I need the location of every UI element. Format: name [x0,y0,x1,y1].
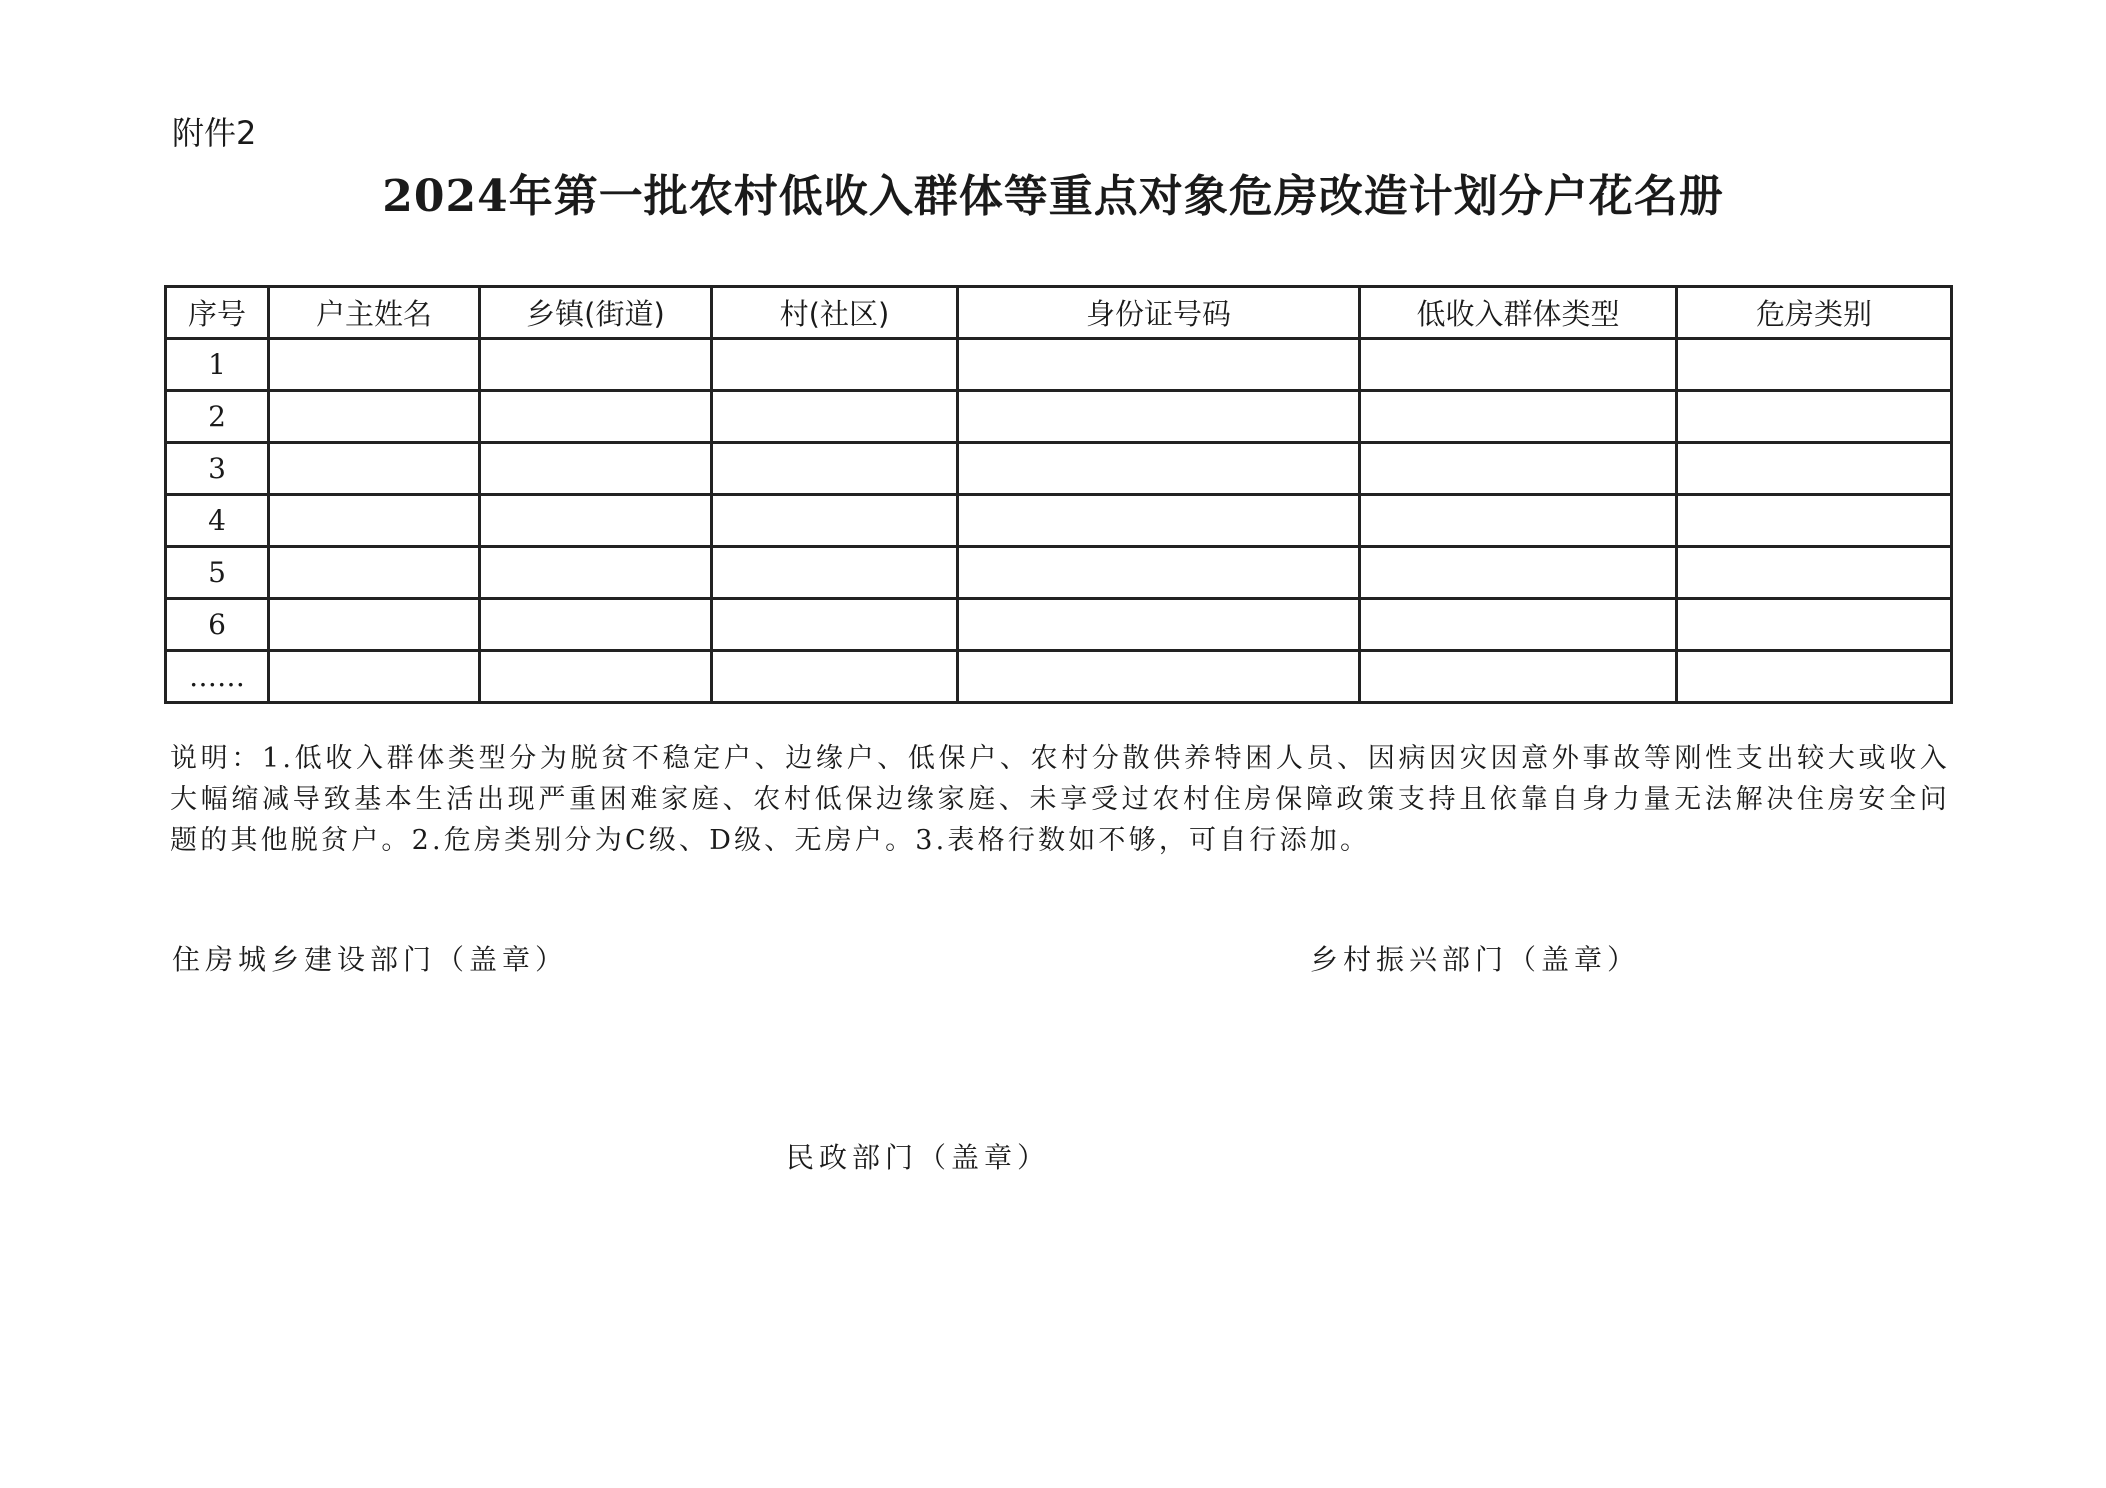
document-title: 2024年第一批农村低收入群体等重点对象危房改造计划分户花名册 [382,171,1724,222]
table-cell [958,547,1360,599]
table-cell [269,443,480,495]
table-cell [480,651,712,703]
table-cell [1360,599,1677,651]
table-cell [480,443,712,495]
table-row [166,443,1952,495]
table-cell [958,599,1360,651]
header-index: 序号 [166,287,269,339]
table-cell [1360,391,1677,443]
table-cell [712,495,958,547]
table-cell [1677,495,1952,547]
table-cell [269,391,480,443]
table-cell [1677,599,1952,651]
table-cell [269,547,480,599]
table-cell [269,651,480,703]
row-index: 1 [166,339,269,391]
table-cell [480,547,712,599]
rural-revitalization-department-stamp: 乡村振兴部门（盖章） [1310,943,1641,976]
header-township: 乡镇(街道) [480,287,712,339]
header-householder-name: 户主姓名 [269,287,480,339]
table-cell [269,599,480,651]
table-cell [712,599,958,651]
civil-affairs-department-stamp: 民政部门（盖章） [786,1141,1051,1174]
table-cell [1360,339,1677,391]
table-cell [712,443,958,495]
header-village: 村(社区) [712,287,958,339]
table-cell [712,339,958,391]
table-cell [712,547,958,599]
table-cell [712,651,958,703]
table-cell [269,495,480,547]
explanatory-note: 说明：1.低收入群体类型分为脱贫不稳定户、边缘户、低保户、农村分散供养特困人员、因病因灾因意外事故等刚性支出较大或收入大幅缩减导致基本生活出现严重困难家庭、农村低保边缘家庭、未享受过农村住房保障政策支持且依靠自身力量无法解决住房安全问题的其他脱贫户。2.危房类别分为C级、D级、无房户。3.表格行数如不够，可自行添加。 [170,743,1950,856]
header-id-number: 身份证号码 [958,287,1360,339]
table-cell [1677,339,1952,391]
header-low-income-type: 低收入群体类型 [1360,287,1677,339]
table-cell [712,391,958,443]
row-index: …… [166,651,269,703]
row-index: 4 [166,495,269,547]
table-row [166,495,1952,547]
table-cell [480,599,712,651]
table-cell [958,391,1360,443]
attachment-label: 附件2 [172,114,257,152]
row-index: 3 [166,443,269,495]
table-cell [1677,547,1952,599]
table-row [166,599,1952,651]
table-cell [1360,651,1677,703]
table-cell [1677,391,1952,443]
table-cell [958,443,1360,495]
table-row [166,651,1952,703]
table-cell [1360,495,1677,547]
table-row [166,547,1952,599]
table-cell [1677,651,1952,703]
table-cell [958,651,1360,703]
table-cell [1677,443,1952,495]
table-cell [1360,443,1677,495]
housing-department-stamp: 住房城乡建设部门（盖章） [172,943,569,976]
row-index: 6 [166,599,269,651]
household-roster-table [164,285,1953,704]
table-cell [480,339,712,391]
table-cell [958,495,1360,547]
table-cell [480,495,712,547]
table-cell [1360,547,1677,599]
table-row [166,339,1952,391]
header-dangerous-house-category: 危房类别 [1677,287,1952,339]
table-cell [480,391,712,443]
table-row [166,391,1952,443]
table-cell [269,339,480,391]
table-cell [958,339,1360,391]
table-header-row [166,287,1952,339]
row-index: 2 [166,391,269,443]
row-index: 5 [166,547,269,599]
